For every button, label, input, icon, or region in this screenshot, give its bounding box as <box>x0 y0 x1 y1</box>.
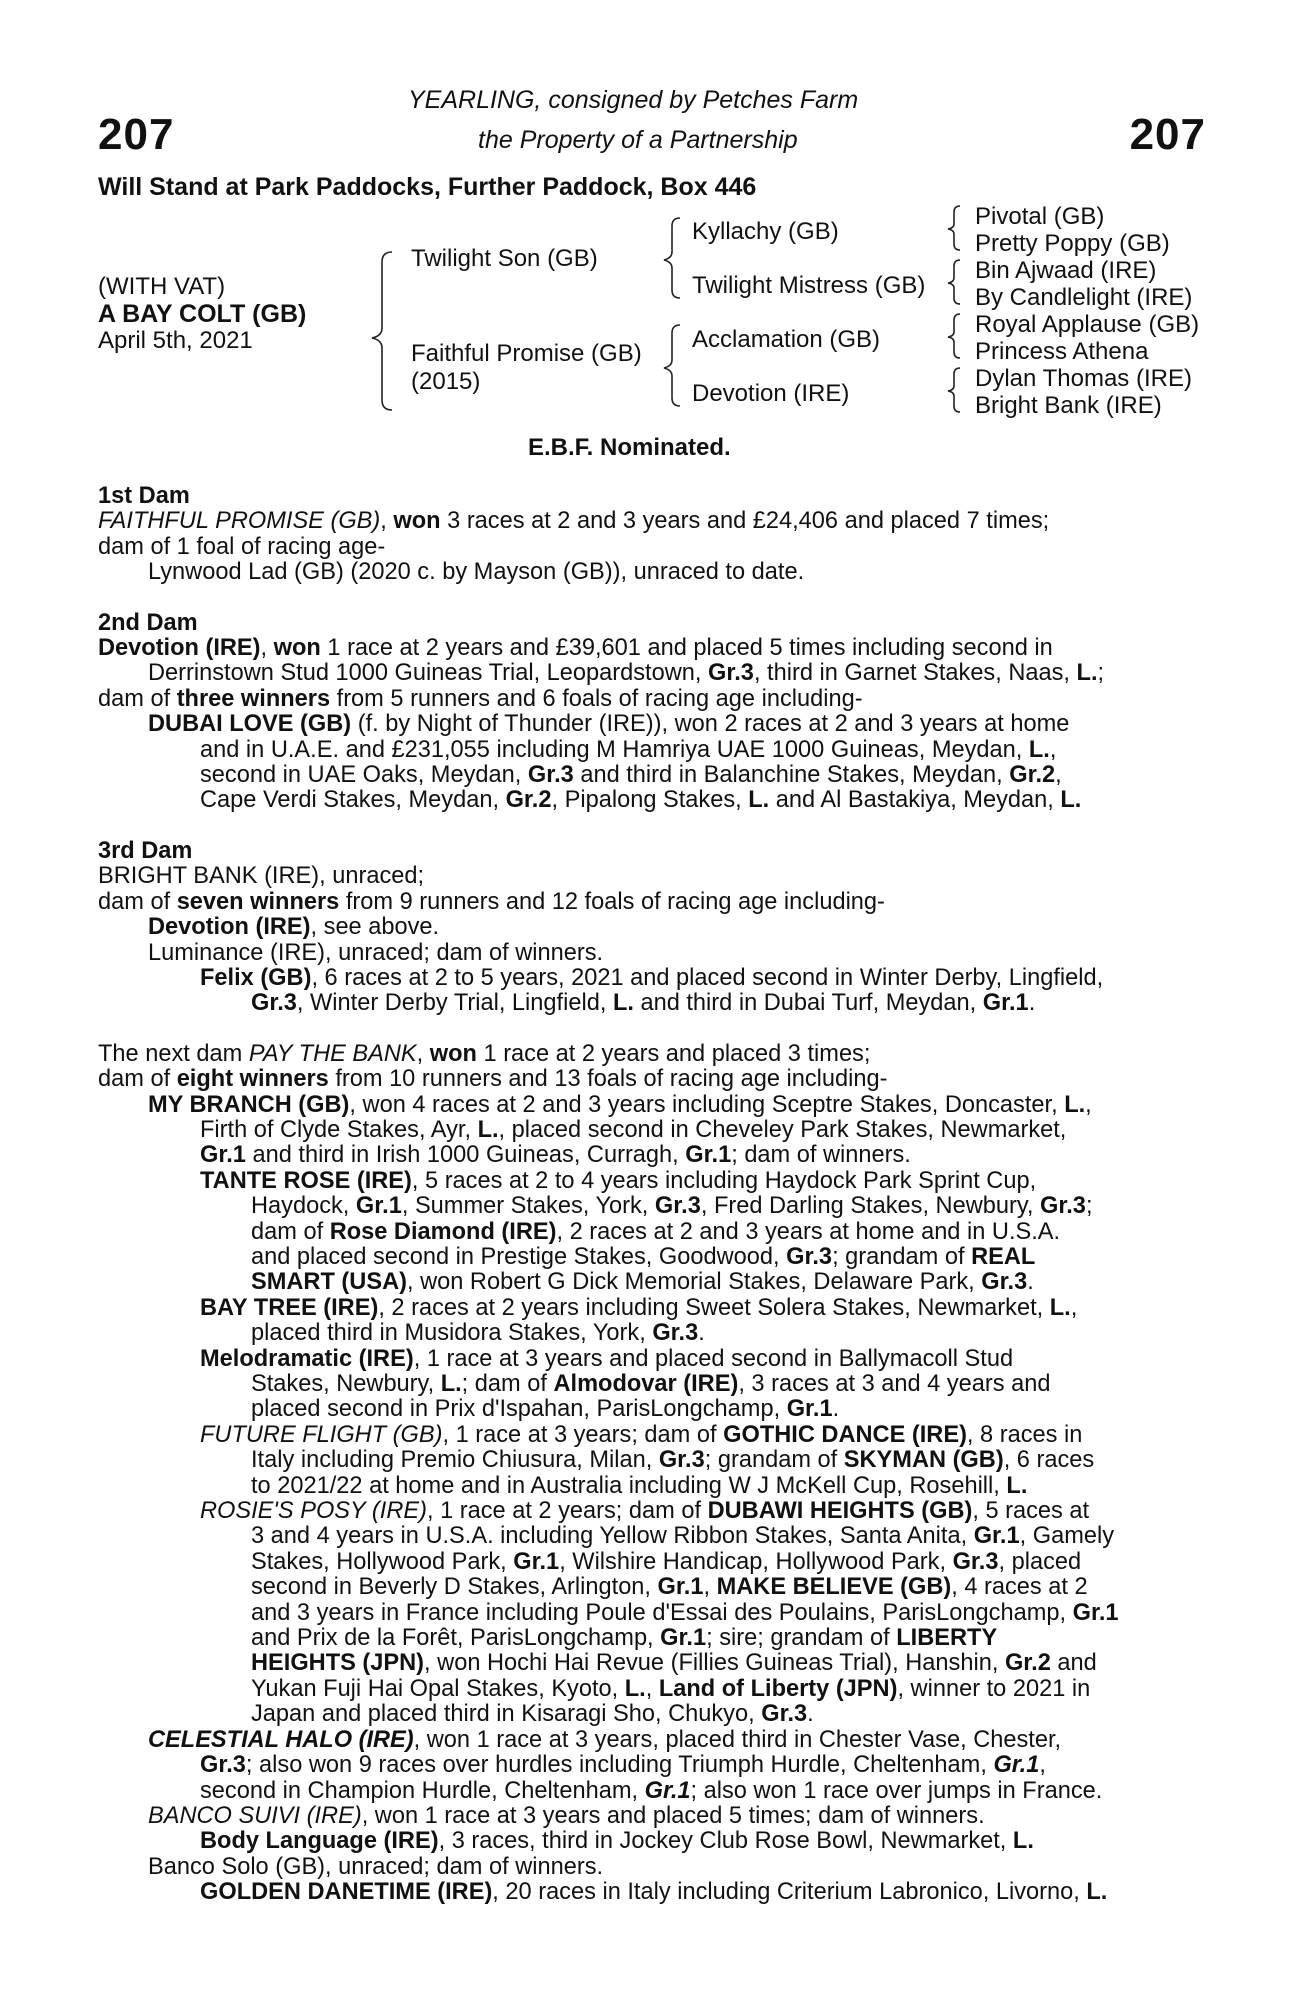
consignor-line: YEARLING, consigned by Petches Farm <box>408 86 859 114</box>
produce-melodramatic: Melodramatic (IRE), 1 race at 3 years and placed second in Ballymacoll Stud <box>200 1345 1014 1372</box>
produce-melodramatic-cont2: placed second in Prix d'Ispahan, ParisLongchamp, Gr.1. <box>251 1396 840 1423</box>
produce-rosies-posy-cont1: 3 and 4 years in U.S.A. including Yellow Ribbon Stakes, Santa Anita, Gr.1, Gamely <box>251 1523 1115 1550</box>
foal-entry: Lynwood Lad (GB) (2020 c. by Mayson (GB)), unraced to date. <box>148 559 805 586</box>
second-dam-paragraph-cont: Derrinstown Stud 1000 Guineas Trial, Leopardstown, Gr.3, third in Garnet Stakes, Naas, L.; <box>148 660 1105 687</box>
next-dam-paragraph: The next dam PAY THE BANK, won 1 race at 2 years and placed 3 times; <box>98 1040 871 1067</box>
first-dam-paragraph: FAITHFUL PROMISE (GB), won 3 races at 2 and 3 years and £24,406 and placed 7 times; <box>98 508 1050 535</box>
sire-name: Twilight Son (GB) <box>411 245 598 272</box>
produce-banco-suivi: BANCO SUIVI (IRE), won 1 race at 3 years and placed 5 times; dam of winners. <box>148 1802 985 1829</box>
produce-future-flight: FUTURE FLIGHT (GB), 1 race at 3 years; dam of GOTHIC DANCE (IRE), 8 races in <box>200 1421 1083 1448</box>
produce-dubai-love: DUBAI LOVE (GB) (f. by Night of Thunder (IRE)), won 2 races at 2 and 3 years at home <box>148 711 1070 738</box>
produce-tante-rose-cont1: Haydock, Gr.1, Summer Stakes, York, Gr.3, Fred Darling Stakes, Newbury, Gr.3; <box>251 1193 1093 1220</box>
produce-bay-tree: BAY TREE (IRE), 2 races at 2 years including Sweet Solera Stakes, Newmarket, L., <box>200 1294 1078 1321</box>
first-dam-heading: 1st Dam <box>98 483 190 509</box>
lot-number-left: 207 <box>98 110 175 159</box>
property-line: the Property of a Partnership <box>478 126 798 154</box>
gen4-4: By Candlelight (IRE) <box>975 284 1193 311</box>
produce-tante-rose-cont3: and placed second in Prestige Stakes, Goodwood, Gr.3; grandam of REAL <box>251 1243 1036 1270</box>
produce-my-branch: MY BRANCH (GB), won 4 races at 2 and 3 years including Sceptre Stakes, Doncaster, L., <box>148 1091 1092 1118</box>
sire-sire-name: Kyllachy (GB) <box>692 218 839 245</box>
next-dam-produce: dam of eight winners from 10 runners and 13 foals of racing age including- <box>98 1066 888 1093</box>
produce-rosies-posy-cont7: Yukan Fuji Hai Opal Stakes, Kyoto, L., Land of Liberty (JPN), winner to 2021 in <box>251 1675 1091 1702</box>
standing-location: Will Stand at Park Paddocks, Further Paddock, Box 446 <box>98 173 757 201</box>
gen4-8: Bright Bank (IRE) <box>975 392 1162 419</box>
produce-future-flight-cont2: to 2021/22 at home and in Australia including W J McKell Cup, Rosehill, L. <box>251 1472 1028 1499</box>
lot-number-right: 207 <box>1129 110 1206 159</box>
first-dam-foals: dam of 1 foal of racing age- <box>98 533 386 560</box>
produce-rosies-posy-cont8: Japan and placed third in Kisaragi Sho, Chukyo, Gr.3. <box>251 1701 814 1728</box>
produce-body-language: Body Language (IRE), 3 races, third in Jockey Club Rose Bowl, Newmarket, L. <box>200 1828 1034 1855</box>
produce-my-branch-cont2: Gr.1 and third in Irish 1000 Guineas, Curragh, Gr.1; dam of winners. <box>200 1142 911 1169</box>
produce-dubai-love-cont3: Cape Verdi Stakes, Meydan, Gr.2, Pipalong Stakes, L. and Al Bastakiya, Meydan, L. <box>200 787 1082 814</box>
second-dam-heading: 2nd Dam <box>98 609 198 636</box>
ebf-nomination: E.B.F. Nominated. <box>528 434 731 461</box>
produce-melodramatic-cont1: Stakes, Newbury, L.; dam of Almodovar (IRE), 3 races at 3 and 4 years and <box>251 1371 1051 1397</box>
produce-felix-cont: Gr.3, Winter Derby Trial, Lingfield, L. and third in Dubai Turf, Meydan, Gr.1. <box>251 990 1036 1017</box>
gen4-3: Bin Ajwaad (IRE) <box>975 257 1157 284</box>
horse-name: A BAY COLT (GB) <box>98 300 307 328</box>
foaling-date: April 5th, 2021 <box>98 327 253 354</box>
produce-rosies-posy-cont5: and Prix de la Forêt, ParisLongchamp, Gr.1; sire; grandam of LIBERTY <box>251 1625 998 1652</box>
produce-dubai-love-cont2: second in UAE Oaks, Meydan, Gr.3 and third in Balanchine Stakes, Meydan, Gr.2, <box>200 762 1062 789</box>
catalogue-page-body <box>98 484 1204 1906</box>
dam-year: (2015) <box>411 368 481 395</box>
third-dam-produce: dam of seven winners from 9 runners and 12 foals of racing age including- <box>98 888 885 915</box>
dam-name: Faithful Promise (GB) <box>411 340 642 367</box>
produce-celestial-halo-cont2: second in Champion Hurdle, Cheltenham, Gr.1; also won 1 race over jumps in France. <box>200 1777 1103 1804</box>
third-dam-heading: 3rd Dam <box>98 837 193 864</box>
second-dam-produce: dam of three winners from 5 runners and 6 foals of racing age including- <box>98 685 863 712</box>
gen4-2: Pretty Poppy (GB) <box>975 230 1170 257</box>
produce-rosies-posy-cont3: second in Beverly D Stakes, Arlington, Gr.1, MAKE BELIEVE (GB), 4 races at 2 <box>251 1574 1088 1601</box>
produce-rosies-posy: ROSIE'S POSY (IRE), 1 race at 2 years; dam of DUBAWI HEIGHTS (GB), 5 races at <box>200 1498 1090 1525</box>
vat-note: (WITH VAT) <box>98 273 226 300</box>
third-dam-paragraph: BRIGHT BANK (IRE), unraced; <box>98 863 425 890</box>
produce-celestial-halo-cont1: Gr.3; also won 9 races over hurdles including Triumph Hurdle, Cheltenham, Gr.1, <box>200 1752 1046 1779</box>
produce-dubai-love-cont1: and in U.A.E. and £231,055 including M Hamriya UAE 1000 Guineas, Meydan, L., <box>200 736 1057 763</box>
produce-devotion: Devotion (IRE), see above. <box>148 914 440 941</box>
produce-my-branch-cont1: Firth of Clyde Stakes, Ayr, L., placed second in Cheveley Park Stakes, Newmarket, <box>200 1116 1067 1143</box>
dam-dam-name: Devotion (IRE) <box>692 380 850 407</box>
produce-luminance: Luminance (IRE), unraced; dam of winners. <box>148 939 604 966</box>
produce-rosies-posy-cont6: HEIGHTS (JPN), won Hochi Hai Revue (Fillies Guineas Trial), Hanshin, Gr.2 and <box>251 1650 1097 1677</box>
produce-tante-rose: TANTE ROSE (IRE), 5 races at 2 to 4 years including Haydock Park Sprint Cup, <box>200 1167 1037 1194</box>
gen4-5: Royal Applause (GB) <box>975 311 1200 338</box>
produce-rosies-posy-cont4: and 3 years in France including Poule d'Essai des Poulains, ParisLongchamp, Gr.1 <box>251 1599 1119 1626</box>
produce-rosies-posy-cont2: Stakes, Hollywood Park, Gr.1, Wilshire Handicap, Hollywood Park, Gr.3, placed <box>251 1548 1082 1575</box>
produce-banco-solo: Banco Solo (GB), unraced; dam of winners. <box>148 1853 604 1880</box>
produce-golden-danetime: GOLDEN DANETIME (IRE), 20 races in Italy including Criterium Labronico, Livorno, L. <box>200 1879 1108 1906</box>
produce-tante-rose-cont2: dam of Rose Diamond (IRE), 2 races at 2 and 3 years at home and in U.S.A. <box>251 1218 1061 1245</box>
produce-felix: Felix (GB), 6 races at 2 to 5 years, 2021 and placed second in Winter Derby, Lingfield, <box>200 964 1104 991</box>
produce-celestial-halo: CELESTIAL HALO (IRE), won 1 race at 3 years, placed third in Chester Vase, Chester, <box>148 1726 1062 1753</box>
gen4-7: Dylan Thomas (IRE) <box>975 365 1192 392</box>
dam-sire-name: Acclamation (GB) <box>692 326 881 353</box>
produce-future-flight-cont1: Italy including Premio Chiusura, Milan, Gr.3; grandam of SKYMAN (GB), 6 races <box>251 1447 1095 1474</box>
second-dam-paragraph: Devotion (IRE), won 1 race at 2 years and £39,601 and placed 5 times including second in <box>98 635 1053 662</box>
produce-bay-tree-cont: placed third in Musidora Stakes, York, Gr.3. <box>251 1320 705 1347</box>
sire-dam-name: Twilight Mistress (GB) <box>692 272 926 299</box>
produce-tante-rose-cont4: SMART (USA), won Robert G Dick Memorial Stakes, Delaware Park, Gr.3. <box>251 1269 1034 1296</box>
gen4-6: Princess Athena <box>975 338 1149 365</box>
gen4-1: Pivotal (GB) <box>975 203 1105 230</box>
